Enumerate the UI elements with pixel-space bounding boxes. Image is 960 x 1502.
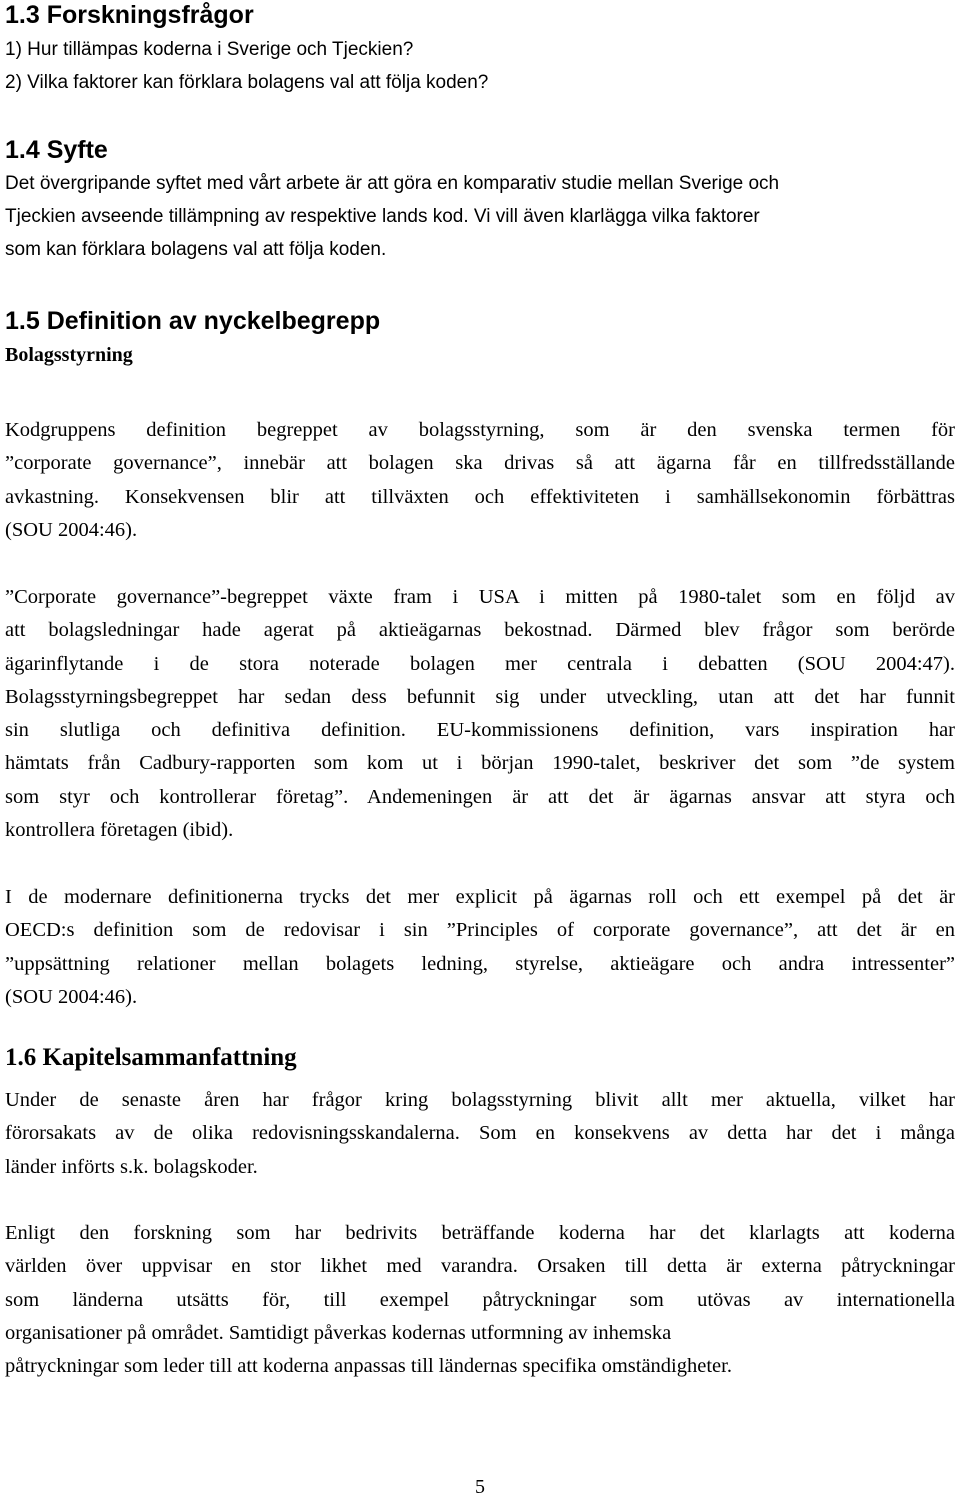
definition-paragraph-2 [5, 581, 955, 847]
paragraph-line: (SOU 2004:46). [5, 518, 138, 541]
heading-research-questions: 1.3 Forskningsfrågor [5, 1, 254, 29]
subheading-bolagsstyrning: Bolagsstyrning [5, 344, 133, 366]
heading-chapter-summary: 1.6 Kapitelsammanfattning [5, 1044, 297, 1071]
question-2: 2) Vilka faktorer kan förklara bolagens val att följa koden? [5, 72, 489, 93]
purpose-line: som kan förklara bolagens val att följa koden. [5, 239, 387, 260]
summary-paragraph-2 [5, 1217, 955, 1383]
paragraph-line: Enligt den forskning som har bedrivits beträffande koderna har det klarlagts att koderna [5, 1222, 955, 1244]
paragraph-line: avkastning. Konsekvensen blir att tillväxten och effektiviteten i samhällsekonomin förbättras [5, 485, 955, 508]
section-1-6 [5, 1043, 955, 1073]
paragraph-line: länder införts s.k. bolagskoder. [5, 1155, 258, 1178]
section-1-4 [5, 135, 955, 266]
heading-purpose: 1.4 Syfte [5, 136, 108, 164]
heading-definitions: 1.5 Definition av nyckelbegrepp [5, 307, 381, 335]
paragraph-line: hämtats från Cadbury-rapporten som kom ut i början 1990-talet, beskriver det som ”de system [5, 752, 955, 775]
paragraph-line: Bolagsstyrningsbegreppet har sedan dess befunnit sig under utveckling, utan att det har funnit [5, 685, 955, 708]
paragraph-line: förorsakats av de olika redovisningsskandalerna. Som en konsekvens av detta har det i många [5, 1122, 955, 1145]
paragraph-line: OECD:s definition som de redovisar i sin ”Principles of corporate governance”, att det är en [5, 919, 955, 942]
question-1: 1) Hur tillämpas koderna i Sverige och Tjeckien? [5, 39, 414, 60]
paragraph-line: som länderna utsätts för, till exempel påtryckningar som utövas av internationella [5, 1288, 955, 1311]
paragraph-line: kontrollera företagen (ibid). [5, 819, 234, 842]
purpose-line: Det övergripande syftet med vårt arbete är att göra en komparativ studie mellan Sverige och [5, 173, 780, 194]
section-1-5 [5, 306, 955, 370]
paragraph-line: påtryckningar som leder till att koderna anpassas till ländernas specifika omständigheter. [5, 1355, 732, 1378]
purpose-line: Tjeckien avseende tillämpning av respektive lands kod. Vi vill även klarlägga vilka faktorer [5, 206, 760, 227]
paragraph-line: ”corporate governance”, innebär att bolagen ska drivas så att ägarna får en tillfredsställande [5, 452, 955, 475]
definition-paragraph-1 [5, 414, 955, 547]
summary-paragraph-1 [5, 1084, 955, 1184]
paragraph-line: att bolagsledningar hade agerat på aktieägarnas bekostnad. Därmed blev frågor som berörde [5, 619, 955, 642]
paragraph-line: sin slutliga och definitiva definition. EU-kommissionens definition, vars inspiration har [5, 719, 955, 742]
paragraph-line: Under de senaste åren har frågor kring bolagsstyrning blivit allt mer aktuella, vilket har [5, 1089, 955, 1111]
paragraph-line: (SOU 2004:46). [5, 985, 138, 1008]
paragraph-line: världen över uppvisar en stor likhet med varandra. Orsaken till detta är externa påtryckningar [5, 1255, 955, 1278]
paragraph-line: I de modernare definitionerna trycks det mer explicit på ägarnas roll och ett exempel på det är [5, 886, 955, 908]
definition-paragraph-3 [5, 881, 955, 1014]
paragraph-line: Kodgruppens definition begreppet av bolagsstyrning, som är den svenska termen för [5, 419, 955, 441]
page-number: 5 [475, 1476, 485, 1498]
paragraph-line: ägarinflytande i de stora noterade bolagen mer centrala i debatten (SOU 2004:47). [5, 652, 955, 675]
section-1-3 [5, 0, 955, 99]
research-questions [5, 33, 955, 99]
purpose-paragraph [5, 167, 955, 266]
paragraph-line: organisationer på området. Samtidigt påverkas kodernas utformning av inhemska [5, 1321, 672, 1344]
paragraph-line: ”uppsättning relationer mellan bolagets ledning, styrelse, aktieägare och andra intressenter” [5, 952, 955, 975]
paragraph-line: ”Corporate governance”-begreppet växte fram i USA i mitten på 1980-talet som en följd av [5, 586, 955, 608]
paragraph-line: som styr och kontrollerar företag”. Andemeningen är att det är ägarnas ansvar att styra och [5, 785, 955, 808]
